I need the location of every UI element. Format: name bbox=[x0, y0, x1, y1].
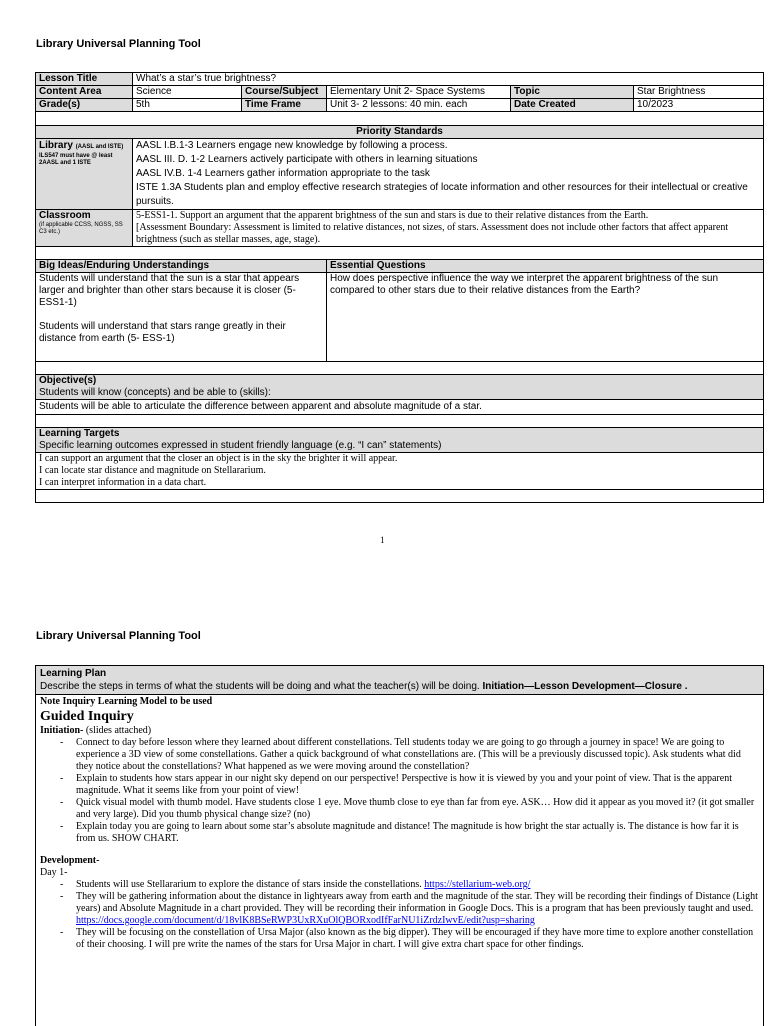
objectives-header bbox=[36, 375, 764, 400]
page-number: 1 bbox=[380, 535, 385, 545]
learning-plan-description bbox=[40, 680, 759, 693]
google-doc-link[interactable]: https://docs.google.com/document/d/18vlK8BSeRWP3UxRXuOlQBORxodIfFarNU1iZrdzIwvE/edit?usp=sharing bbox=[76, 915, 535, 926]
essential-question-cell: How does perspective influence the way we interpret the apparent brightness of the sun compared to other stars due to their relative distances from the Earth? bbox=[327, 273, 764, 362]
learning-plan-heading: Learning Plan bbox=[40, 668, 107, 679]
classroom-label: Classroom bbox=[39, 210, 91, 221]
learning-plan-desc-text: Describe the steps in terms of what the students will be doing and what the teacher(s) will be doing. bbox=[40, 681, 480, 692]
library-standard: ISTE 1.3A Students plan and employ effective research strategies of locate information and other resources for their intellectual or creative pursuits. bbox=[136, 182, 748, 207]
inquiry-model: Guided Inquiry bbox=[40, 709, 134, 724]
spacer-row bbox=[36, 490, 764, 503]
grade-row bbox=[36, 99, 764, 112]
essential-questions-heading: Essential Questions bbox=[327, 260, 764, 273]
big-ideas-cell bbox=[36, 273, 327, 362]
list-item: - Connect to day before lesson where they learned about different constellations. Tell students today we are going to go through a journey in space! We are going to experience a 3D view of some constellations. Gather a quick background of what constellations are. (This will be a previously discussed topic). Ask students what did they notice about the constellations? What happened as we were moving around the constellation? bbox=[76, 737, 759, 773]
learning-plan-header bbox=[36, 666, 763, 695]
classroom-label-cell bbox=[36, 210, 133, 247]
big-ideas-heading: Big Ideas/Enduring Understandings bbox=[36, 260, 327, 273]
classroom-note: (if applicable CCSS, NGSS, SS C3 etc.) bbox=[39, 222, 123, 235]
lesson-title-row bbox=[36, 73, 764, 86]
course-label: Course/Subject bbox=[242, 86, 327, 99]
objective-row bbox=[36, 400, 764, 415]
spacer-row bbox=[36, 247, 764, 260]
development-heading: Development- bbox=[40, 855, 100, 866]
learning-plan-body bbox=[36, 695, 763, 952]
list-item: - Explain to students how stars appear in our night sky depend on our perspective! Perspective is how it is viewed by you and your point of view. That is the apparent magnitude. What it seems like from your point of view! bbox=[76, 773, 759, 797]
stellarium-link[interactable]: https://stellarium-web.org/ bbox=[424, 879, 531, 890]
list-item: - Quick visual model with thumb model. Have students close 1 eye. Move thumb close to eye than far from eye. ASK… How did it appear as you moved it? (it got smaller and very large). Did you thumb physical change size? (no) bbox=[76, 797, 759, 821]
topic-label: Topic bbox=[511, 86, 634, 99]
dev-item-text: They will be gathering information about the distance in lightyears away from earth and the magnitude of the star. They will be recording their findings of Distance (Light years) and Absolute Magnitude in a chart provided. They will be recording their information in Google Docs. This is a program that has been previously taught and used. bbox=[76, 891, 758, 914]
classroom-standards-row bbox=[36, 210, 764, 247]
planning-table bbox=[35, 72, 764, 503]
time-frame-label: Time Frame bbox=[242, 99, 327, 112]
learning-target: I can support an argument that the closer an object is in the sky the brighter it will appear. bbox=[39, 453, 398, 464]
list-item bbox=[76, 879, 759, 891]
grade-label: Grade(s) bbox=[36, 99, 133, 112]
inquiry-model-note: Note Inquiry Learning Model to be used bbox=[40, 696, 213, 707]
learning-plan-phases: Initiation—Lesson Development—Closure . bbox=[482, 681, 688, 692]
classroom-assessment-boundary: [Assessment Boundary: Assessment is limited to relative distances, not sizes, of stars. Assessment does not include other factors that affect apparent brightness (such as stellar masses, age, stage). bbox=[136, 222, 729, 245]
objectives-subheading: Students will know (concepts) and be able to (skills): bbox=[39, 387, 271, 398]
time-frame-value: Unit 3- 2 lessons: 40 min. each bbox=[327, 99, 511, 112]
targets-heading: Learning Targets bbox=[39, 428, 120, 439]
priority-standards-heading: Priority Standards bbox=[36, 126, 764, 139]
targets-header-row bbox=[36, 428, 764, 453]
list-item: - Explain today you are going to learn about some star’s absolute magnitude and distance! The magnitude is how bright the star actually is. The distance is how far it is from us. SHOW CHART. bbox=[76, 821, 759, 845]
big-ideas-header-row bbox=[36, 260, 764, 273]
initiation-note: (slides attached) bbox=[83, 725, 152, 736]
library-standards-list bbox=[133, 139, 764, 210]
library-standard: AASL III. D. 1-2 Learners actively participate with others in learning situations bbox=[136, 154, 478, 165]
topic-value: Star Brightness bbox=[634, 86, 764, 99]
big-ideas-row bbox=[36, 273, 764, 362]
library-label-cell bbox=[36, 139, 133, 210]
library-requirement-note: ILS547 must have @ least 2AASL and 1 ISTE bbox=[39, 153, 113, 166]
objective-item: Students will be able to articulate the difference between apparent and absolute magnitude of a star. bbox=[36, 400, 764, 415]
dev-item-text: Students will use Stellararium to explore the distance of stars inside the constellations. bbox=[76, 879, 425, 890]
course-value: Elementary Unit 2- Space Systems bbox=[327, 86, 511, 99]
content-area-value: Science bbox=[133, 86, 242, 99]
spacer-row bbox=[36, 362, 764, 375]
learning-target: I can interpret information in a data chart. bbox=[39, 477, 207, 488]
initiation-heading bbox=[40, 725, 759, 737]
objectives-header-row bbox=[36, 375, 764, 400]
content-area-row bbox=[36, 86, 764, 99]
day-label: Day 1- bbox=[40, 867, 68, 878]
content-area-label: Content Area bbox=[36, 86, 133, 99]
big-idea-item: Students will understand that stars range greatly in their distance from earth (5- ESS-1) bbox=[39, 321, 286, 344]
date-created-label: Date Created bbox=[511, 99, 634, 112]
library-label: Library bbox=[39, 140, 73, 151]
grade-value: 5th bbox=[133, 99, 242, 112]
page-title: Library Universal Planning Tool bbox=[36, 630, 201, 642]
list-item: - They will be focusing on the constellation of Ursa Major (also known as the big dipper). They will be encouraged if they have more time to explore another constellation of their choosing. I will pre write the names of the stars for Ursa Major in chart. I will give extra chart space for other findings. bbox=[76, 927, 759, 951]
targets-row bbox=[36, 453, 764, 490]
initiation-list bbox=[40, 737, 759, 845]
lesson-title-label: Lesson Title bbox=[36, 73, 133, 86]
targets-header bbox=[36, 428, 764, 453]
spacer-row bbox=[36, 112, 764, 126]
learning-target: I can locate star distance and magnitude on Stellararium. bbox=[39, 465, 266, 476]
objectives-heading: Objective(s) bbox=[39, 375, 97, 386]
classroom-standards bbox=[133, 210, 764, 247]
initiation-label: Initiation- bbox=[40, 725, 84, 736]
lesson-title-value: What’s a star’s true brightness? bbox=[133, 73, 764, 86]
classroom-standard: 5-ESS1-1. Support an argument that the apparent brightness of the sun and stars is due to their relative distances from the Earth. bbox=[136, 210, 649, 221]
date-created-value: 10/2023 bbox=[634, 99, 764, 112]
priority-standards-row bbox=[36, 126, 764, 139]
targets-list bbox=[36, 453, 764, 490]
targets-subheading: Specific learning outcomes expressed in student friendly language (e.g. “I can” statements) bbox=[39, 440, 442, 451]
learning-plan-box bbox=[35, 665, 764, 1026]
library-standards-row bbox=[36, 139, 764, 210]
list-item bbox=[76, 891, 759, 927]
library-standard: AASL I.B.1-3 Learners engage new knowledge by following a process. bbox=[136, 140, 448, 151]
library-standard: AASL IV.B. 1-4 Learners gather information appropriate to the task bbox=[136, 168, 430, 179]
big-idea-item: Students will understand that the sun is a star that appears larger and brighter than other stars because it is closer (5-ESS1-1) bbox=[39, 273, 300, 308]
library-note: (AASL and ISTE) bbox=[75, 144, 124, 150]
page-title: Library Universal Planning Tool bbox=[36, 38, 201, 50]
spacer-row bbox=[36, 415, 764, 428]
development-list bbox=[40, 879, 759, 951]
